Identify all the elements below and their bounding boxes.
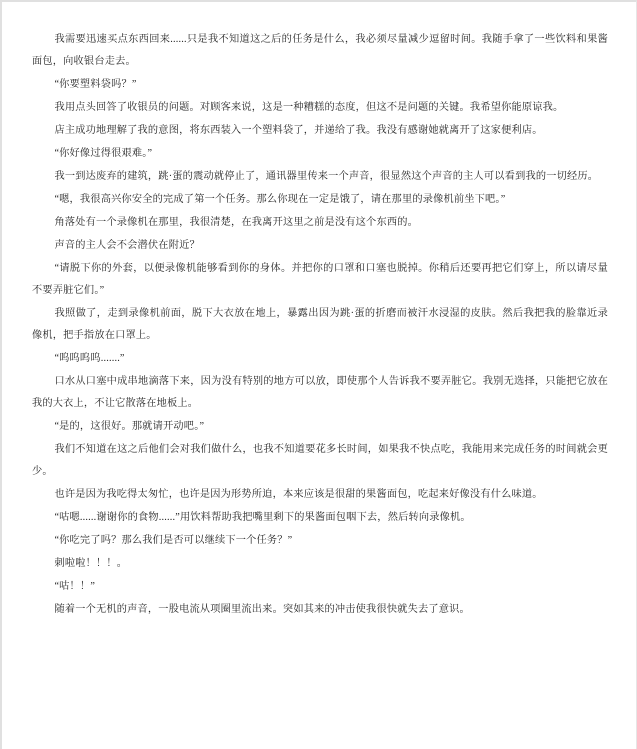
paragraph: 也许是因为我吃得太匆忙，也许是因为形势所迫，本来应该是很甜的果酱面包，吃起来好像没有什么味道。 [54,489,543,500]
document-text [2,2,636,621]
paragraph: 角落处有一个录像机在那里，我很清楚，在我离开这里之前是没有这个东西的。 [54,217,418,228]
paragraph: 声音的主人会不会潜伏在附近？ [54,240,200,251]
paragraph: 我一到达废弃的建筑，跳·蛋的震动就停止了，通讯器里传来一个声音，很显然这个声音的主人可以看到我的一切经历。 [54,171,599,182]
paragraph: 我们不知道在这之后他们会对我们做什么，也我不知道要花多长时间，如果我不快点吃，我能用来完成任务的时间就会更少。 [32,444,608,477]
paragraph: “你好像过得很艰难。” [54,148,153,159]
paragraph: 店主成功地理解了我的意图，将东西装入一个塑料袋了，并递给了我。我没有感谢她就离开了这家便利店。 [54,125,543,136]
paragraph: 我用点头回答了收银员的问题。对顾客来说，这是一种糟糕的态度，但这不是问题的关键。我希望你能原谅我。 [54,102,564,113]
paragraph: “是的，这很好。那就请开动吧。” [54,421,205,432]
paragraph: 刺啦啦！！！。 [54,558,128,569]
paragraph: 我照做了，走到录像机前面，脱下大衣放在地上，暴露出因为跳·蛋的折磨而被汗水浸湿的皮肤。然后我把我的脸靠近录像机，把手指放在口罩上。 [32,308,608,341]
paragraph: 随着一个无机的声音，一股电流从项圈里流出来。突如其来的冲击使我很快就失去了意识。 [54,604,470,615]
paragraph: “嗯，我很高兴你安全的完成了第一个任务。那么你现在一定是饿了，请在那里的录像机前坐下吧。” [54,194,506,205]
paragraph: 口水从口塞中成串地滴落下来，因为没有特别的地方可以放，即使那个人告诉我不要弄脏它。我别无选择，只能把它放在我的大衣上，不让它散落在地板上。 [32,376,608,409]
paragraph: “咕嗯......谢谢你的食物......”用饮料帮助我把嘴里剩下的果酱面包咽下去，然后转向录像机。 [54,512,471,523]
paragraph: “请脱下你的外套，以便录像机能够看到你的身体。并把你的口罩和口塞也脱掉。你稍后还要再把它们穿上，所以请尽量不要弄脏它们。” [32,263,608,296]
paragraph: 我需要迅速买点东西回来......只是我不知道这之后的任务是什么，我必须尽量减少逗留时间。我随手拿了一些饮料和果酱面包，向收银台走去。 [32,34,608,67]
paragraph: “咕！！” [54,581,96,592]
paragraph: “呜呜呜呜.......” [54,353,125,364]
paragraph: “你要塑料袋吗？” [54,79,137,90]
paragraph: “你吃完了吗？那么我们是否可以继续下一个任务？” [54,535,293,546]
